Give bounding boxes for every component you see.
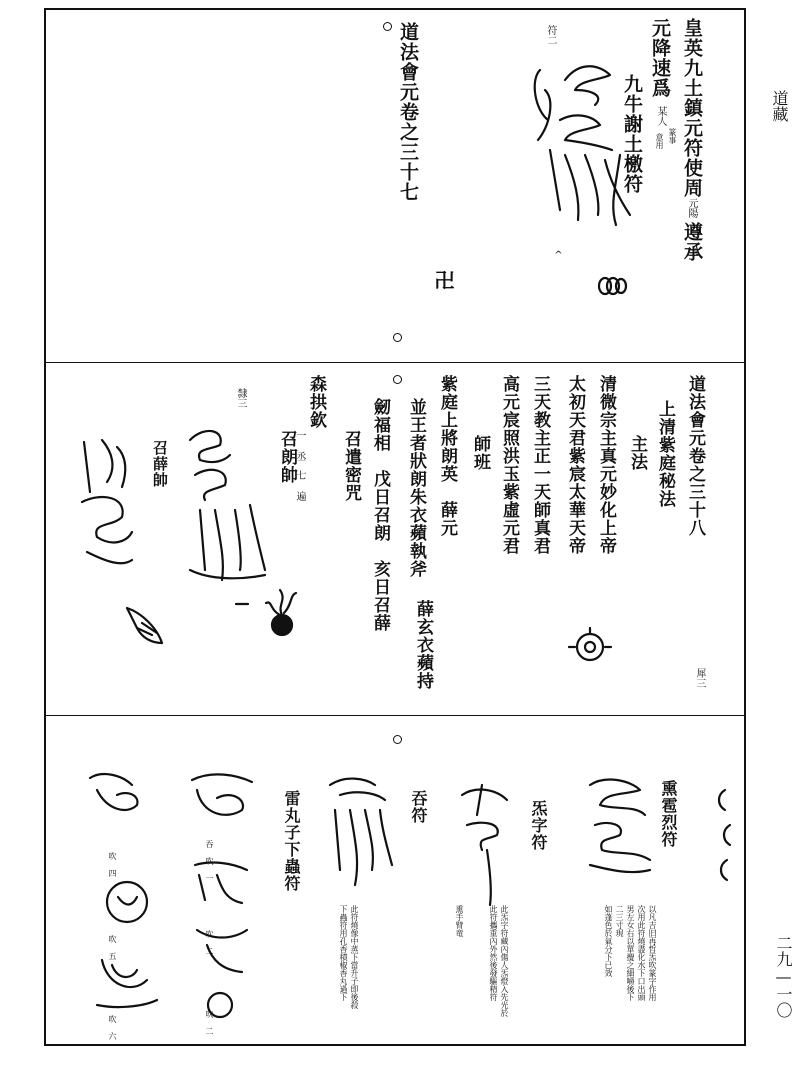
seal-dash	[234, 600, 254, 608]
talisman-xuanbao	[580, 770, 655, 890]
line-xuanyi: 薛玄衣蘋持	[413, 600, 433, 690]
note-line: 此炁字符藏內傷人炁燈入先光於	[500, 905, 509, 1017]
order-mark: 吹 五	[108, 935, 117, 960]
line-qingwei: 清微宗主真元妙化上帝	[596, 375, 616, 555]
gourd-drawing	[262, 585, 302, 645]
ornament-circle	[383, 22, 392, 31]
heading-shiban: 師班	[470, 435, 490, 471]
vessel-drawing	[565, 620, 615, 670]
title-note-yuanyang: 元陽	[686, 198, 697, 218]
order-mark: 吞 吹 一	[205, 840, 214, 882]
seal-label-zhaoxue: 召薛帥	[151, 440, 169, 488]
talisman-qizi	[452, 775, 527, 915]
talisman-tun	[320, 770, 400, 900]
line-jianfu: 劒福相 戊日召朗 亥日召薛	[370, 398, 390, 632]
title-line-1: 皇英九土鎮元符使周	[681, 18, 703, 198]
heading-xuanbaolie: 熏雹烈符	[659, 780, 678, 848]
line-ziting: 紫庭上將朗英 薛元	[437, 375, 457, 537]
note-lisan: 隸三	[235, 388, 246, 408]
book-title-37: 道法會元卷之三十七	[397, 22, 419, 202]
note-yicheng: 一 丞	[294, 430, 305, 461]
panel-divider-2	[44, 715, 746, 716]
heading-zhaoqian: 召遣密咒	[341, 430, 361, 502]
heading-qizi: 炁字符	[529, 800, 548, 851]
talisman-thunder-7	[92, 950, 162, 1015]
talisman-thunder-1	[187, 770, 262, 830]
section-title-shangqing: 上清紫庭秘法	[655, 400, 675, 508]
heading-leiwanzi: 雷丸子下蟲符	[282, 790, 301, 892]
talisman-seal-1	[520, 50, 643, 240]
wan-mark: 卍	[431, 270, 455, 291]
margin-series-label: 道藏	[770, 90, 789, 122]
note-line: 下蟲符用孔香積椒香丸過下	[339, 905, 348, 1001]
note-line: 次用此符燒盡化水下口出頭	[637, 905, 646, 1001]
note-qibian: 七 遍	[294, 470, 305, 501]
line-santian: 三天教主正一天師真君	[530, 375, 550, 555]
note-line: 如蓬色於氣分下已效	[604, 905, 613, 977]
seal-label-fu-er: 符二	[545, 25, 556, 45]
panel-divider-1	[44, 362, 746, 363]
note-line: 熏手臂竜	[455, 905, 464, 937]
order-mark: 吹 二	[205, 1010, 214, 1035]
talisman-thunder-5	[82, 770, 152, 830]
horn-drawing	[122, 603, 172, 653]
heading-zhufa: 主法	[627, 435, 647, 471]
talisman-thunder-2	[187, 855, 262, 915]
talisman-thunder-6	[92, 872, 162, 932]
order-mark: 吹 六	[108, 1015, 117, 1040]
order-mark: 吹 二	[205, 930, 214, 955]
title-note-zuncheng: 遵承	[681, 222, 703, 262]
line-gaoyuan: 高元宸照洪玉紫虛元君	[499, 375, 519, 555]
line-sengongqin: 森拱欽	[306, 375, 326, 429]
note-line: 以凡吉旧再哲炁吹篆字作用	[648, 905, 657, 1001]
heading-tun: 吞符	[409, 790, 428, 824]
title-line-3: 九牛謝土檄符	[621, 74, 643, 194]
seal-mark-small: ^	[553, 250, 564, 261]
note-line: 二三寸現	[615, 905, 624, 937]
ornament-circle	[393, 735, 402, 744]
talisman-seal-3	[72, 432, 142, 582]
order-mark: 吹 四	[108, 852, 117, 877]
coin-drawing	[595, 272, 635, 302]
note-line: 此符攜重內外然後發驅精符	[489, 905, 498, 1001]
line-bingwang: 並王者狀朗朱衣蘋執斧	[406, 398, 426, 578]
book-title-38: 道法會元卷之三十八	[685, 375, 705, 537]
talisman-seal-2	[180, 420, 270, 600]
title-line-2: 元降速爲	[649, 18, 671, 98]
ornament-circle	[393, 375, 402, 384]
title-note-yiyong: 意用	[655, 133, 664, 149]
note-xisan: 犀三	[694, 668, 705, 688]
ornament-circle	[393, 333, 402, 342]
title-note-mouren: 某人	[655, 106, 666, 126]
title-note-zhuanshi: 篆事	[668, 128, 677, 144]
note-line: 男左女右以單攪之細嚼後下	[626, 905, 635, 1001]
note-line: 此符燒像中蒸下當升子即後殺	[350, 905, 359, 1009]
margin-page-number: 二九—一〇	[774, 935, 793, 1018]
line-zhaolangshuai: 召朗帥	[277, 430, 297, 484]
talisman-thunder-3	[187, 920, 262, 980]
line-taichu: 太初天君紫宸太華天帝	[565, 375, 585, 555]
crescent-marks	[705, 780, 745, 880]
